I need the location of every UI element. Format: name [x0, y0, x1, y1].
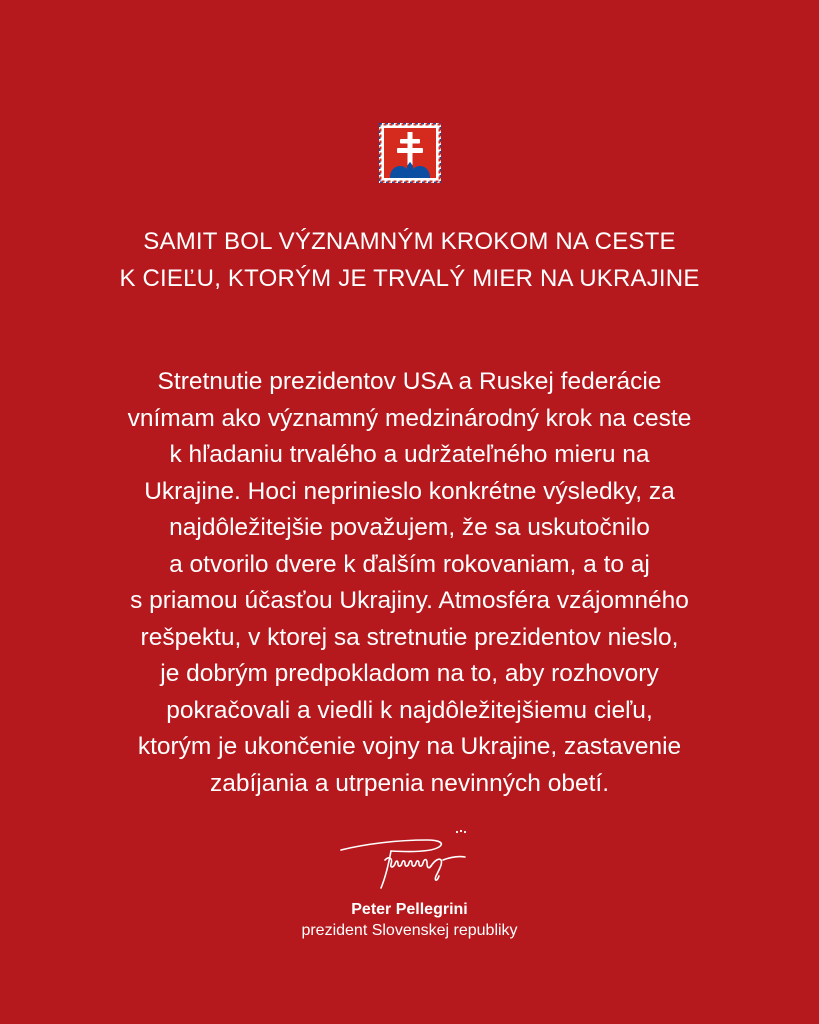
- handwritten-signature-icon: [335, 826, 485, 896]
- statement-line: ktorým je ukončenie vojny na Ukrajine, zastavenie: [137, 733, 682, 760]
- statement-line: k hľadaniu trvalého a udržateľného mieru na: [169, 441, 650, 468]
- statement-line: Ukrajine. Hoci neprinieslo konkrétne výsledky, za: [144, 477, 675, 505]
- headline-line: SAMIT BOL VÝZNAMNÝM KROKOM NA CESTE: [143, 228, 676, 255]
- statement-line: s priamou účasťou Ukrajiny. Atmosféra vzájomného: [130, 587, 689, 614]
- statement-line: je dobrým predpokladom na to, aby rozhovory: [160, 660, 659, 687]
- statement-line: a otvorilo dvere k ďalším rokovaniam, a to aj: [169, 550, 650, 578]
- signer-title: prezident Slovenskej republiky: [301, 922, 518, 939]
- statement-line: pokračovali a viedli k najdôležitejšiemu cieľu,: [166, 696, 653, 724]
- statement-line: vnímam ako významný medzinárodný krok na ceste: [127, 404, 692, 432]
- slovak-emblem-graphic: [379, 123, 441, 183]
- statement-line: zabíjania a utrpenia nevinných obetí.: [209, 769, 610, 797]
- headline-line: K CIEĽU, KTORÝM JE TRVALÝ MIER NA UKRAJINE: [119, 265, 700, 292]
- headline: [0, 223, 819, 297]
- statement-text: [0, 364, 819, 802]
- statement-line: najdôležitejšie považujem, že sa uskutočnilo: [169, 514, 650, 541]
- statement-line: rešpektu, v ktorej sa stretnutie prezidentov nieslo,: [140, 623, 679, 651]
- coat-of-arms-icon: [379, 123, 441, 183]
- signer-name: Peter Pellegrini: [351, 901, 468, 918]
- signature-graphic: [335, 826, 485, 896]
- statement-line: Stretnutie prezidentov USA a Ruskej federácie: [157, 368, 662, 395]
